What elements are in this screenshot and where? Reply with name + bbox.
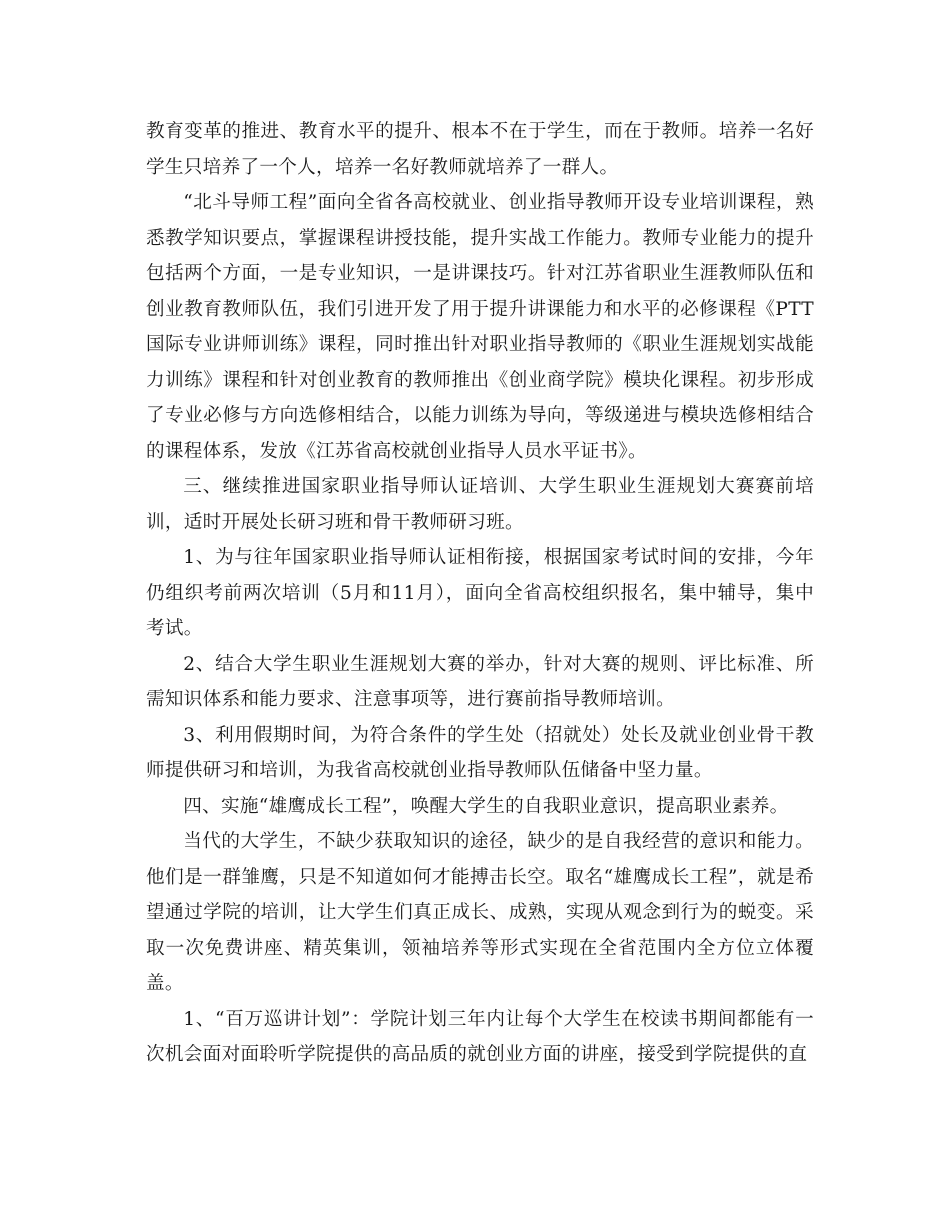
paragraph-item-2-competition: 2、结合大学生职业生涯规划大赛的举办，针对大赛的规则、评比标准、所需知识体系和能力要求、注意事项等，进行赛前指导教师培训。 (146, 653, 814, 710)
paragraph-beidou-mentor-project: “北斗导师工程”面向全省各高校就业、创业指导教师开设专业培训课程，熟悉教学知识要点，掌握课程讲授技能，提升实战工作能力。教师专业能力的提升包括两个方面，一是专业知识，一是讲课技巧。针对江苏省职业生涯教师队伍和创业教育教师队伍，我们引进开发了用于提升讲课能力和水平的必修课程《PTT国际专业讲师训练》课程，同时推出针对职业指导教师的《职业生涯规划实战能力训练》课程和针对创业教育的教师推出《创业商学院》模块化课程。初步形成了专业必修与方向选修相结合，以能力训练为导向，等级递进与模块选修相结合的课程体系，发放《江苏省高校就创业指导人员水平证书》。 (146, 192, 814, 462)
paragraph-eagle-growth-project: 当代的大学生，不缺少获取知识的途径，缺少的是自我经营的意识和能力。他们是一群雏鹰，只是不知道如何才能搏击长空。取名“雄鹰成长工程”，就是希望通过学院的培训，让大学生们真正成长、成熟，实现从观念到行为的蜕变。采取一次免费讲座、精英集训，领袖培养等形式实现在全省范围内全方位立体覆盖。 (146, 831, 814, 994)
document-body (146, 114, 814, 1073)
paragraph-education-reform: 教育变革的推进、教育水平的提升、根本不在于学生，而在于教师。培养一名好学生只培养了一个人，培养一名好教师就培养了一群人。 (146, 121, 814, 178)
paragraph-section-three-heading: 三、继续推进国家职业指导师认证培训、大学生职业生涯规划大赛赛前培训，适时开展处长研习班和骨干教师研习班。 (146, 476, 814, 533)
paragraph-item-1-lecture-plan: 1、“百万巡讲计划”：学院计划三年内让每个大学生在校读书期间都能有一次机会面对面聆听学院提供的高品质的就创业方面的讲座，接受到学院提供的直 (146, 1008, 814, 1065)
paragraph-item-3-holiday-training: 3、利用假期时间，为符合条件的学生处（招就处）处长及就业创业骨干教师提供研习和培训，为我省高校就创业指导教师队伍储备中坚力量。 (146, 724, 814, 781)
paragraph-item-1-certification: 1、为与往年国家职业指导师认证相衔接，根据国家考试时间的安排，今年仍组织考前两次培训（5月和11月），面向全省高校组织报名，集中辅导，集中考试。 (146, 547, 814, 639)
paragraph-section-four-heading: 四、实施“雄鹰成长工程”，唤醒大学生的自我职业意识，提高职业素养。 (183, 795, 789, 817)
